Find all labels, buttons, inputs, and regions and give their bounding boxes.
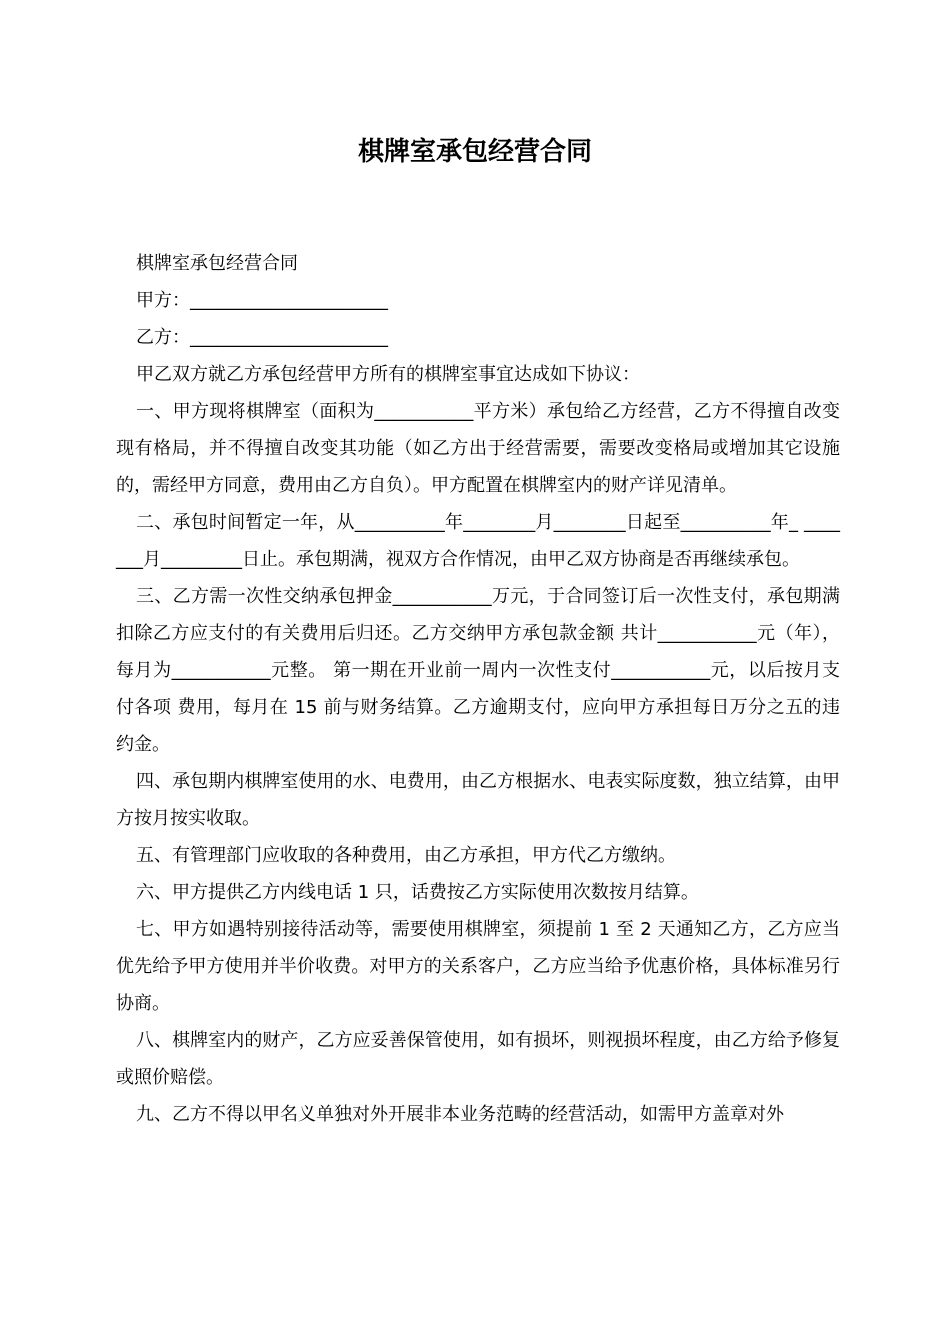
paragraph-party-b: 乙方：______________________ xyxy=(136,327,388,348)
paragraph-clause-1: 一、甲方现将棋牌室（面积为___________平方米）承包给乙方经营，乙方不得擅自改变现有格局，并不得擅自改变其功能（如乙方出于经营需要，需要改变格局或增加其它设施的，需经甲方同意，费用由乙方自负）。甲方配置在棋牌室内的财产详见清单。 xyxy=(116,401,840,496)
document-title: 棋牌室承包经营合同 xyxy=(357,137,592,167)
paragraph-intro: 甲乙双方就乙方承包经营甲方所有的棋牌室事宜达成如下协议： xyxy=(136,364,640,385)
paragraph-clause-2: 二、承包时间暂定一年，从__________年________月________日起至__________年_ _______月_________日止。承包期满，视双方合作情况，由甲乙双方协商是否再继续承包。 xyxy=(116,512,840,570)
document-body xyxy=(116,245,840,1133)
paragraph-clause-5: 五、有管理部门应收取的各种费用，由乙方承担，甲方代乙方缴纳。 xyxy=(136,845,676,866)
paragraph-clause-3: 三、乙方需一次性交纳承包押金___________万元，于合同签订后一次性支付，承包期满扣除乙方应支付的有关费用后归还。乙方交纳甲方承包款金额 共计___________元（年），每月为___________元整。 第一期在开业前一周内一次性支付___________元，以后按月支付各项 费用，每月在 15 前与财务结算。乙方逾期支付，应向甲方承担每日万分之五的违约金。 xyxy=(116,586,840,755)
paragraph-clause-9: 九、乙方不得以甲名义单独对外开展非本业务范畴的经营活动，如需甲方盖章对外 xyxy=(136,1104,784,1125)
paragraph-clause-6: 六、甲方提供乙方内线电话 1 只，话费按乙方实际使用次数按月结算。 xyxy=(136,882,699,903)
paragraph-heading: 棋牌室承包经营合同 xyxy=(136,253,298,274)
paragraph-clause-4: 四、承包期内棋牌室使用的水、电费用，由乙方根据水、电表实际度数，独立结算，由甲方按月按实收取。 xyxy=(116,771,840,829)
paragraph-party-a: 甲方：______________________ xyxy=(136,290,388,311)
paragraph-clause-7: 七、甲方如遇特别接待活动等，需要使用棋牌室，须提前 1 至 2 天通知乙方，乙方应当优先给予甲方使用并半价收费。对甲方的关系客户，乙方应当给予优惠价格，具体标准另行协商。 xyxy=(116,919,840,1014)
paragraph-clause-8: 八、棋牌室内的财产，乙方应妥善保管使用，如有损坏，则视损坏程度，由乙方给予修复或照价赔偿。 xyxy=(116,1030,840,1088)
